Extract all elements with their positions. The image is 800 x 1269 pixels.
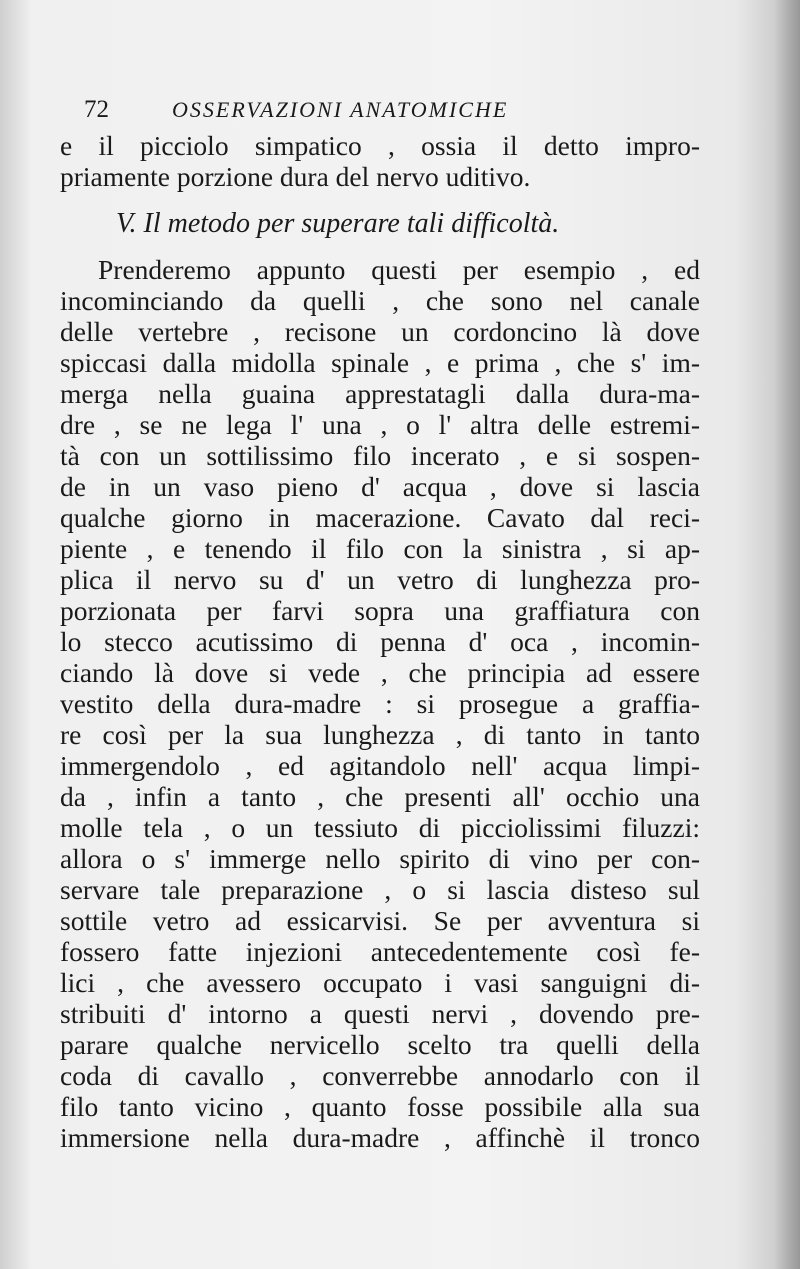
text-line: servare tale preparazione , o si lascia disteso sul xyxy=(60,874,700,905)
text-line: porzionata per farvi sopra una graffiatura con xyxy=(60,595,700,626)
text-line: lici , che avessero occupato i vasi sanguigni di- xyxy=(60,967,700,998)
text-line: plica il nervo su d' un vetro di lunghezza pro- xyxy=(60,564,700,595)
text-line: piente , e tenendo il filo con la sinistra , si ap- xyxy=(60,533,700,564)
text-line: merga nella guaina apprestatagli dalla dura-ma- xyxy=(60,378,700,409)
text-line: qualche giorno in macerazione. Cavato dal reci- xyxy=(60,502,700,533)
text-line: molle tela , o un tessiuto di picciolissimi filuzzi: xyxy=(60,812,700,843)
text-line: lo stecco acutissimo di penna d' oca , incomin- xyxy=(60,626,700,657)
running-head xyxy=(60,90,700,130)
text-line: incominciando da quelli , che sono nel canale xyxy=(60,285,700,316)
text-line: tà con un sottilissimo filo incerato , e si sospen- xyxy=(60,440,700,471)
text-line: dre , se ne lega l' una , o l' altra delle estremi- xyxy=(60,409,700,440)
running-head-title: OSSERVAZIONI ANATOMICHE xyxy=(172,97,509,122)
text-line: sottile vetro ad essicarvisi. Se per avventura si xyxy=(60,905,700,936)
text-line: Prenderemo appunto questi per esempio , ed xyxy=(98,254,700,285)
text-line: filo tanto vicino , quanto fosse possibile alla sua xyxy=(60,1091,700,1122)
text-block xyxy=(60,90,700,1153)
page-edge-shadow xyxy=(774,0,800,1269)
text-line: de in un vaso pieno d' acqua , dove si lascia xyxy=(60,471,700,502)
text-line: immersione nella dura-madre , affinchè il tronco xyxy=(60,1122,700,1153)
text-line: e il picciolo simpatico , ossia il detto impro- xyxy=(60,130,700,161)
text-line: parare qualche nervicello scelto tra quelli della xyxy=(60,1029,700,1060)
text-line: re così per la sua lunghezza , di tanto in tanto xyxy=(60,719,700,750)
text-line: allora o s' immerge nello spirito di vino per con- xyxy=(60,843,700,874)
page-number: 72 xyxy=(84,96,109,123)
text-line: vestito della dura-madre : si prosegue a graffia- xyxy=(60,688,700,719)
text-line: ciando là dove si vede , che principia ad essere xyxy=(60,657,700,688)
text-line: spiccasi dalla midolla spinale , e prima , che s' im- xyxy=(60,347,700,378)
text-line: coda di cavallo , converrebbe annodarlo con il xyxy=(60,1060,700,1091)
text-line: priamente porzione dura del nervo uditivo. xyxy=(60,161,531,192)
text-line: immergendolo , ed agitandolo nell' acqua limpi- xyxy=(60,750,700,781)
text-line: fossero fatte injezioni antecedentemente così fe- xyxy=(60,936,700,967)
paragraph xyxy=(60,254,700,1153)
text-line: delle vertebre , recisone un cordoncino là dove xyxy=(60,316,700,347)
text-line: da , infin a tanto , che presenti all' occhio una xyxy=(60,781,700,812)
opening-lines xyxy=(60,130,700,192)
section-heading: V. Il metodo per superare tali difficoltà. xyxy=(116,208,560,239)
text-line: stribuiti d' intorno a questi nervi , dovendo pre- xyxy=(60,998,700,1029)
